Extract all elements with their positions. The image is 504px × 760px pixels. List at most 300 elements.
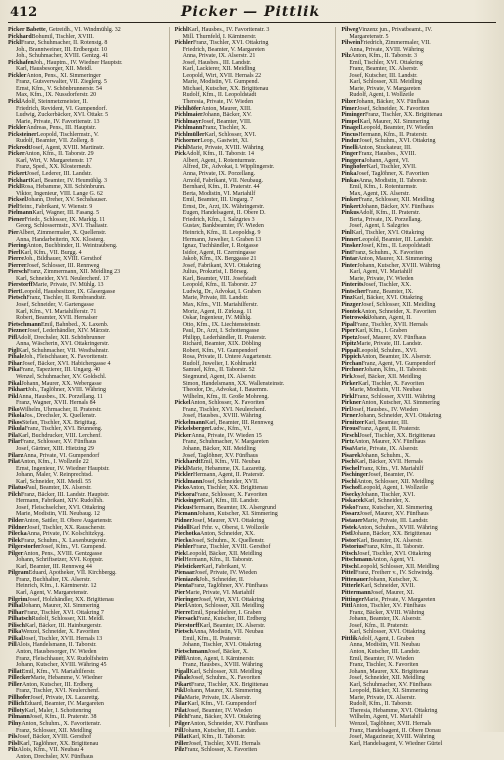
entry-details: Leop., Gastwirt, XI.	[200, 138, 249, 145]
entry-details: Anton, Hausbesorger, IV. Wieden	[16, 648, 97, 655]
entry-details: Johann, Bäcker, XV.	[202, 112, 252, 119]
entry-surname: Pielmann	[8, 210, 33, 217]
entry-surname: Pinelli	[341, 144, 358, 151]
entry-details: Ernst, Dr., Arzt, IX. Währingerstr.	[182, 203, 265, 210]
entry-surname: Pisarek	[341, 452, 361, 459]
entry-details: Marie, Private, IX. Alserstr.	[349, 694, 416, 701]
entry-surname: Pilarz	[8, 452, 24, 459]
entry-details: Anton, Agent, VI.	[371, 557, 415, 564]
entry-surname: Pillat	[174, 734, 189, 741]
entry-surname: Pierre	[8, 256, 24, 263]
entry-surname: Pirnitzer	[341, 419, 365, 426]
entry-surname: Picker Babette	[8, 27, 46, 33]
entry-details: Anton, Sattler, II. Obere Augartenstr.	[23, 518, 113, 525]
entry-details: Johann, Maurer, XI. Simmering	[23, 603, 100, 610]
entry-details: Wenzel, Schuhmacher, XV. Goldschl.	[16, 373, 107, 380]
entry-surname: Pinsker	[341, 243, 362, 250]
entry-details: Franz, Bäcker, XVIII. Währing	[349, 609, 425, 616]
entry-details: Franz, Tischler, XVI. Neulerchenf.	[182, 406, 267, 413]
entry-surname: Pickhafen	[8, 59, 34, 66]
entry-details: Franz, Schlosser, X. Favoriten	[194, 491, 268, 498]
entry-details: Karl, Buchdrucker, VIII. Lerchenf.	[18, 432, 102, 439]
entry-surname: Pilkal	[8, 635, 24, 642]
entry-surname: Pilz	[8, 747, 18, 754]
entry-details: Josef, Schneider, XII. Meidling	[349, 675, 425, 682]
entry-surname: Pirker	[341, 380, 359, 387]
entry-details: Joh., Hauptm., IV. Wiedner Hauptstr.	[33, 59, 123, 66]
entry-details: Robert, Kfm., VI. Gumpendorf	[182, 347, 258, 354]
entry-details: Johann, Schuhm., X.	[360, 452, 411, 459]
entry-surname: Pickrodt	[8, 144, 31, 151]
entry-details: Richard, Beamter, XIX. Döbling	[182, 341, 262, 348]
entry-surname: Pippal	[341, 347, 359, 354]
entry-surname: Pirkner	[341, 400, 362, 407]
entry-details: Leopold, Schuhm., XVI.	[358, 347, 418, 354]
entry-details: Wenzel, Schneider, X. Favoriten	[21, 629, 100, 636]
entry-details: Emil, Tischler, XVI. Ottakring	[349, 59, 423, 66]
entry-details: Georg, Schlossermstr., XVI. Thaliastr.	[16, 223, 108, 230]
entry-surname: Pihar	[8, 360, 23, 367]
entry-details: Friedr., Schlosser, IX. Marktg. 11	[24, 216, 106, 223]
entry-details: Karl, Tischler, X. Favoriten	[358, 380, 425, 387]
entry-details: Josef, Schneider, X. Favoriten	[357, 105, 430, 112]
entry-details: Anton, Stuckateur, III.	[357, 144, 412, 151]
entry-surname: Pillhofer	[8, 694, 31, 701]
entry-surname: Pill	[174, 727, 184, 734]
entry-details: Anna, Modistin, VII. Neubau	[349, 642, 420, 649]
entry-surname: Pisko	[341, 504, 356, 511]
entry-details: Marie, Hebamme, V. Wiedner	[30, 675, 103, 682]
entry-surname: Pickelmann	[174, 419, 206, 426]
entry-surname: Pickora	[174, 491, 195, 498]
entry-surname: Piecko	[174, 537, 192, 544]
entry-surname: Pierrer	[8, 262, 27, 269]
entry-details: Johann, Schriftsetzer, XVI. Koppstr.	[16, 557, 104, 564]
entry-details: Andreas, Pens., III. Hauptstr.	[26, 125, 96, 132]
entry-details: Leopold, Kfm., II. Taborstr. 27	[182, 282, 257, 289]
entry-details: Anton, Kfm., I. Wollzeile 22	[20, 459, 89, 466]
entry-details: Franz, Schuhmacher, V. Margareten	[182, 439, 269, 446]
entry-details: Johann, Beamter, IX. Alserstr.	[349, 616, 422, 623]
entry-details: Karl, Kfm., II. Taborstr.	[188, 734, 246, 741]
entry-details: Bohumil, Tischler, XVIII.	[31, 33, 94, 40]
entry-surname: Pieniazek	[174, 576, 200, 583]
entry-details: Marie, Hebamme, IX. Lazarettg.	[187, 465, 267, 472]
entry-surname: Pierl	[174, 603, 187, 610]
entry-details: Karl, Tischler, XVII.	[366, 164, 417, 171]
entry-details: Franz, Tischler, XVIII. Gersthof	[193, 544, 271, 551]
entry-details: Johann, Tischler, XVI. Ottakring	[182, 642, 262, 649]
entry-details: Karl, Schneider, X.	[364, 498, 411, 505]
entry-details: Emil, Bahnbed., X. Laxenb.	[41, 321, 109, 328]
entry-surname: Pilger	[174, 720, 190, 727]
entry-surname: Pickler	[8, 72, 27, 79]
entry-details: Michael, Kutscher, XX. Brigittenau	[182, 85, 269, 92]
entry-details: Marie, Private, IX. Alserstr.	[184, 694, 252, 701]
entry-surname: Pickhardt	[174, 459, 201, 466]
entry-surname: Piering	[8, 243, 27, 250]
entry-surname: Pistor	[341, 537, 357, 544]
entry-details: Karl, Beamter, IV. Heumühlg. 3	[30, 177, 107, 184]
entry-details: Josef, Hausbes., IV. Wieden	[351, 406, 419, 413]
entry-details: Franz, Hausbes., XVIII. Währing	[182, 662, 263, 669]
entry-details: Josef, Maurer, XI.	[370, 590, 415, 597]
column-middle	[169, 27, 330, 754]
entry-details: Karl, Fabrikant, V.	[201, 563, 247, 570]
entry-surname: Pienaar	[174, 570, 195, 577]
entry-details: Emil, Kfm., II. Praterstr.	[182, 635, 242, 642]
entry-details: Ernst, Kfm., V. Schönbrunnerstr. 54	[16, 85, 102, 92]
entry-details: Franz, Sped., XX. Klosterneub.	[16, 164, 92, 171]
entry-details: Joh., Fleischhauer, X. Favoritenstr.	[24, 354, 108, 361]
entry-details: Adolf, Steinmetzmeister, II.	[21, 99, 88, 106]
entry-surname: Pipitz	[341, 341, 357, 348]
entry-details: Anton, Schneider, X. Favoriten	[361, 308, 437, 315]
entry-details: Hermann, Juwelier, I. Graben 13	[182, 236, 262, 243]
entry-surname: Pinkert	[341, 203, 361, 210]
entry-details: Franz, Schlosser, XVIII. Währing	[354, 393, 436, 400]
entry-surname: Pincus	[341, 131, 359, 138]
entry-details: Leopold, Bäcker, XII. Meidling	[186, 550, 263, 557]
entry-surname: Piko	[8, 406, 20, 413]
entry-details: Johann, Kutscher, XVIII. Währing 45	[16, 662, 107, 669]
entry-surname: Pilecka	[8, 531, 27, 538]
entry-details: Otto, Kfm., IX. Liechtensteinstr.	[182, 321, 261, 328]
entry-details: Josef, Schuhm., X. Favoriten	[190, 675, 261, 682]
entry-surname: Pill	[8, 642, 17, 649]
entry-details: Anton, Kfm., II. Taborstr. 3	[351, 53, 417, 60]
entry-details: Max, Kfm., VII. Mariahilferstr.	[182, 301, 258, 308]
entry-surname: Pittel	[341, 570, 356, 577]
entry-surname: Pila	[8, 432, 18, 439]
entry-surname: Pillecker	[8, 675, 31, 682]
entry-surname: Pickl	[8, 99, 21, 106]
entry-surname: Pilhar	[8, 609, 24, 616]
entry-details: Berta, Private, IX. Porzellang.	[349, 216, 422, 223]
entry-details: Bernhard, Kfm., II. Praterstr. 44	[182, 184, 260, 191]
entry-details: Anna, Private, IV. Kolschitzkyg.	[26, 531, 105, 538]
entry-details: Karl, Agent, VI. Mariahilf	[349, 269, 413, 276]
entry-details: Simon, Handelsmann, XX. Wallensteinstr.	[182, 380, 285, 387]
entry-surname: Pilat	[174, 707, 187, 714]
entry-details: Johann, Kfm., II. Taborstr.	[363, 367, 428, 374]
entry-details: Karl, Agent, V. Margaretenstr.	[16, 590, 89, 597]
entry-details: Franz, Tischler, XVII. Hernals	[354, 321, 428, 328]
entry-details: Franz, Schuhm., X. Favoriten	[352, 249, 424, 256]
entry-surname: Pinner	[341, 236, 359, 243]
entry-details: Arnold, Fabrikant, VII. Neubaug.	[182, 177, 264, 184]
entry-surname: Pinger	[341, 151, 359, 158]
entry-surname: Pickler	[174, 472, 193, 479]
entry-details: Johann, Bäcker, XII. Meidling	[182, 446, 256, 452]
entry-surname: Piener	[8, 216, 25, 223]
entry-details: Anton, Schlosser, XII. Meidling	[187, 603, 265, 610]
directory-entry	[341, 741, 496, 748]
entry-details: Hermann, Agent, II. Praterstr.	[193, 472, 265, 479]
entry-surname: Pirl	[341, 406, 352, 413]
entry-details: Franz, Freiherr v., IV. Schwindg.	[355, 570, 434, 577]
entry-surname: Pilisch	[8, 622, 26, 629]
entry-surname: Pilz	[174, 747, 185, 754]
entry-details: Marie, Private, III. Landstr.	[182, 295, 249, 302]
entry-details: Karl, Beamter, III. Rennweg	[205, 419, 274, 426]
entry-surname: Pisch	[341, 459, 356, 466]
entry-details: Adolf, Kfm., II. Praterstr.	[359, 210, 421, 217]
entry-surname: Picklmann	[174, 478, 203, 485]
entry-details: Anton, Schlosser, XII. Meidling	[356, 478, 434, 485]
entry-details: Anton, Maurer, XV. Fünfhaus	[354, 439, 426, 446]
entry-surname: Pienta	[174, 583, 192, 590]
entry-surname: Pirtz	[341, 439, 354, 446]
entry-details: Anton, Buchbinder, II. Weintraubeng.	[26, 243, 118, 250]
entry-details: Franz, Schlosser, XV. Fünfhaus	[20, 439, 97, 446]
entry-details: Anton, Pens., XI. Simmeringer	[26, 72, 101, 79]
entry-details: Franz, Agent, VI. Gumpendorf	[361, 360, 436, 367]
entry-surname: Pilar	[174, 701, 188, 708]
entry-details: Anton, Kutscher, XI. Simmering	[361, 400, 440, 407]
entry-details: Paul, Beamter, IX. Alserstr.	[25, 485, 92, 492]
entry-details: Josef, Fleischselcher, XVI. Ottakring	[16, 504, 106, 511]
entry-details: Josef, Tischler, XX.	[363, 282, 411, 289]
entry-surname: Pikart	[174, 681, 192, 688]
entry-details: Hermann, Fabrikant, XIV. Rudolfsh.	[16, 498, 104, 505]
entry-details: Johann, Dreher, XV. Sechshauser.	[26, 197, 108, 204]
entry-details: Franz, Bäcker, XVI. Ottakring	[187, 714, 261, 721]
page-header	[8, 4, 496, 23]
entry-surname: Pilz	[341, 53, 352, 60]
entry-surname: Pittl	[341, 603, 353, 610]
entry-details: Karl, Schuhmacher, VII. Westbahnstr.	[18, 347, 109, 354]
entry-details: Friedrich, Kfm., I. Salzgries 3	[182, 216, 255, 223]
entry-surname: Pitsch	[341, 563, 358, 570]
entry-surname: Pikl	[8, 393, 19, 400]
entry-details: Max, Kfm., IX. Nussdorferstr. 20	[16, 92, 97, 99]
entry-surname: Pirchan	[341, 360, 362, 367]
entry-details: Franz, Tischler, II. Rembrandtstr.	[26, 295, 106, 302]
entry-surname: Pihale	[8, 354, 24, 361]
entry-details: Johann, Bäcker, XV. Fünfhaus	[360, 203, 434, 210]
entry-surname: Pikos	[8, 419, 23, 426]
entry-details: Leopold, Bäcker, XI. Simmering	[349, 688, 429, 695]
entry-details: Emil, Beamter, IV. Wieden	[349, 655, 414, 662]
entry-details: Joh., Taglöhner, XVIII. Währing	[27, 387, 106, 394]
entry-surname: Pilmann	[8, 714, 30, 721]
entry-details: Johann, Kutscher, XI. Simmering	[197, 511, 278, 518]
entry-details: Alfred, Dr., Advokat, I. Wipplingerstr.	[182, 164, 275, 171]
entry-details: Anna, Private, IX. Alserstr. 21	[182, 53, 256, 60]
entry-details: Johann, Kutscher, XVIII. Währing	[357, 262, 441, 269]
entry-surname: Pietschmann	[174, 648, 208, 655]
entry-surname: Pickhard	[8, 33, 32, 40]
entry-details: Johann, Maurer, XX. Webergasse	[21, 380, 102, 387]
entry-details: Wilhelm, Kfm., II. Große Mohreng.	[182, 393, 269, 400]
entry-surname: Pichlhöfer	[174, 105, 202, 112]
entry-details: Marie, Private, V. Margareten	[349, 85, 421, 92]
entry-details: Karl, Tischler, XVI. Ottakring	[351, 229, 425, 236]
entry-details: Josef, Beamter, VIII.	[201, 118, 252, 125]
entry-details: Theresia, Private, IV. Wieden	[182, 99, 254, 106]
entry-details: Karl, Bäcker, III. Hainburgerstr.	[25, 622, 102, 629]
entry-details: Anton, Schneider, XX.	[200, 531, 255, 538]
entry-surname: Pichlmayr	[174, 118, 202, 125]
entry-surname: Pilny	[8, 720, 22, 727]
entry-details: Franz, Bäcker, III. Landstr. Hauptstr.	[21, 491, 110, 498]
entry-surname: Pillich	[8, 701, 25, 708]
entry-details: Eduard, Apotheker, VII. Kirchbergg.	[28, 570, 117, 577]
entry-surname: Pilatus	[8, 485, 26, 492]
entry-surname: Pischinger	[341, 472, 369, 479]
entry-details: Franz, Hausbes., XVIII.	[358, 151, 416, 158]
entry-surname: Pilwein	[341, 40, 361, 47]
entry-details: Karl, Beamter, III.	[364, 419, 409, 426]
entry-details: Anton, Schuhm., XVIII. Währing	[357, 524, 438, 531]
entry-surname: Pilhal	[8, 603, 24, 610]
entry-surname: Pikl	[174, 688, 186, 695]
entry-surname: Picko	[174, 485, 190, 492]
entry-surname: Pidoll	[174, 524, 190, 531]
entry-details: Mill. Thurnfeld, I. Kärntnerstr.	[182, 33, 257, 40]
entry-details: Anna, Private, IX. Porzellang.	[182, 171, 256, 178]
entry-surname: Pinghofer	[341, 164, 367, 171]
entry-details: Friedrich, Revident, VI. Gumpendorf.	[16, 105, 108, 112]
entry-details: Marie, Private, V. Margareten	[364, 596, 436, 603]
entry-details: Karl, Hausbesorger, XII. Meidl.	[16, 66, 93, 73]
entry-surname: Pikhart	[8, 387, 28, 394]
entry-details: Marie, Modistin, VII. Neubau	[349, 387, 422, 394]
entry-details: Marie, Modistin, VI. Gumpend.	[182, 79, 260, 86]
entry-surname: Pichl	[174, 144, 188, 151]
entry-details: Emil, Sprachlehrer, I. Graben	[190, 609, 262, 616]
entry-details: Adolf, Drechsler, XII. Schönbrunner	[17, 334, 106, 341]
entry-surname: Pimpel	[341, 118, 360, 125]
entry-surname: Pilek	[8, 537, 21, 544]
entry-details: Emil, Kfm., VI. Mariahilferstr.	[21, 668, 96, 675]
entry-surname: Pichlmann	[174, 125, 203, 132]
entry-surname: Pilzer	[341, 99, 357, 106]
page-number: 412	[10, 5, 38, 20]
entry-details: Franz, Buchhalter, IX. Alserstr.	[16, 576, 91, 583]
entry-surname: Pickert	[8, 171, 27, 178]
entry-surname: Pittlik	[341, 635, 358, 642]
entry-surname: Pirk	[341, 373, 353, 380]
entry-details: Josef, Beamter, IV.	[368, 472, 414, 479]
entry-surname: Pirschl	[341, 432, 360, 439]
entry-surname: Pinagel	[341, 125, 361, 132]
entry-details: Karl, Maurer, XI. Simmering	[359, 118, 430, 125]
entry-details: Josef, Schlosser, XII. Meidling	[361, 301, 436, 308]
entry-surname: Pipal	[341, 321, 355, 328]
entry-details: Johann, Schneider, XVI. Ottakring	[358, 413, 442, 420]
entry-surname: Pitterle	[341, 583, 361, 590]
entry-surname: Pirchner	[341, 367, 364, 374]
entry-surname: Pinggera	[341, 157, 365, 164]
entry-details: Margaretenstr. 5	[349, 33, 389, 40]
entry-details: Johann, Maurer, XX. Brigittenau	[349, 668, 429, 675]
entry-surname: Pisa	[341, 446, 353, 452]
entry-details: Karl, Schlosser, XII. Meidling	[189, 668, 263, 675]
entry-details: Friedrich, Zimmermaler, VII.	[360, 40, 431, 47]
entry-surname: Pier	[8, 229, 19, 236]
entry-details: Franz, Wagner, XVII. Hernals 84	[16, 400, 96, 407]
entry-surname: Pickl	[174, 465, 188, 472]
entry-surname: Pietsch	[8, 295, 27, 302]
entry-surname: Pickl	[8, 184, 21, 191]
entry-details: Josef, Fabrikant, XVI. Ottakring	[182, 262, 261, 269]
entry-details: Julius, Prokurist, I. Börseg.	[182, 269, 249, 276]
entry-details: Josef, Taglöhner, X. Favoriten	[356, 171, 429, 178]
entry-surname: Pilger	[8, 550, 24, 557]
entry-details: Marie, Private, IX. Alserstr.	[352, 446, 419, 452]
entry-details: Emil, Beamter, III. Ungarg. 7	[182, 197, 254, 204]
entry-details: Josef, Lederer, III. Landstr.	[26, 171, 92, 178]
entry-surname: Pinkas	[341, 177, 359, 184]
entry-surname: Pika	[8, 367, 20, 374]
entry-details: Franz, Schlosser, X. Favoriten	[184, 747, 258, 754]
entry-details: Anna, Hausbes., IX. Porzellang. 11	[18, 393, 103, 400]
entry-details: Josef, Gärtner, XIII. Hietzing 29	[16, 446, 94, 452]
entry-details: Franz, Schlosser, XII. Meidling	[16, 727, 92, 734]
entry-surname: Pindur	[341, 138, 360, 145]
entry-details: Alois, Kfm., VII. Neubau 4	[17, 747, 84, 754]
entry-details: Karl, Schlosser, XVI. Ottakring	[349, 629, 426, 636]
entry-surname: Pifl	[8, 334, 17, 341]
entry-details: Anna, Private, IV. Wieden 15	[191, 432, 262, 439]
entry-surname: Pirner	[341, 413, 359, 420]
entry-surname: Picker	[8, 151, 25, 158]
entry-details: Rudolf, Kfm., II. Leopoldstadt	[182, 92, 257, 99]
entry-details: Anton, Maurer, XI. Simmering	[357, 256, 433, 263]
entry-surname: Pinl	[341, 229, 352, 236]
entry-surname: Picker	[174, 432, 192, 439]
entry-surname: Pintscher	[341, 288, 366, 295]
entry-details: Karl, Wirt, V. Margaretenstr. 17	[16, 157, 92, 164]
directory-entry	[8, 754, 163, 760]
entry-details: Leopold, Wirt, XVII. Hernals 22	[182, 72, 262, 79]
entry-details: Marie, Private, VI. Mariahilf	[185, 590, 255, 597]
entry-details: Johann, Maurer, XI. Simmering	[185, 688, 262, 695]
entry-details: Rudolf, Schlosser, XII. Meidl.	[31, 616, 105, 623]
entry-details: Karl, Lackierer, XII. Meidling	[182, 66, 256, 73]
entry-details: Josef, Schneider, XVII.	[202, 478, 259, 485]
entry-surname: Picksinger	[174, 498, 202, 505]
entry-details: Josef, Agent, XVIII. Martinstr.	[30, 144, 105, 151]
entry-details: Karl, Schuhmacher, XV. Fünfhaus	[349, 681, 432, 688]
entry-details: Josef, Tischler, XVII. Hernals	[188, 740, 261, 747]
entry-surname: Pinz	[341, 295, 353, 302]
entry-details: Josef, Bäcker, X.	[207, 648, 249, 655]
entry-details: Rosa, Private, II. Untere Augartenstr.	[182, 354, 272, 361]
directory-entry	[175, 747, 330, 754]
entry-details: Leopold, Beamter, IV. Wieden	[360, 125, 434, 132]
entry-surname: Piechotka	[174, 531, 201, 538]
entry-details: Franz, Fleischhauer, XV. Rudolfsheim	[16, 655, 108, 662]
entry-details: Anton, Agent, I. Kärntnerstr.	[185, 655, 255, 662]
entry-details: Ignaz, Tuchhändler, I. Rotgasse	[182, 243, 259, 250]
entry-details: Leopold, Tischlermstr., V.	[36, 131, 99, 138]
entry-details: Franz, Tischler, X.	[202, 125, 247, 132]
entry-details: Josef, Maurer, XV. Fünfhaus	[359, 511, 429, 518]
entry-details: Oskar, Ingenieur, IV. Mühlg.	[182, 315, 252, 322]
entry-surname: Pilar	[8, 439, 21, 446]
entry-details: Josef, Agent, I. Salzgries	[349, 223, 409, 230]
entry-details: Karl, Schlosser, XVI.	[204, 131, 257, 138]
entry-surname: Pichl	[174, 27, 188, 33]
entry-details: Franz, Beamter, IX.	[365, 288, 414, 295]
entry-details: Franz, Kutscher, XI. Simmering	[355, 504, 433, 511]
entry-details: Karl Frhr. v., Oberst, I. Wollzeile	[189, 524, 269, 531]
entry-surname: Pilweg	[341, 27, 359, 33]
entry-details: Anna, Handarbeiterin, XX. Klosterg.	[16, 236, 105, 243]
